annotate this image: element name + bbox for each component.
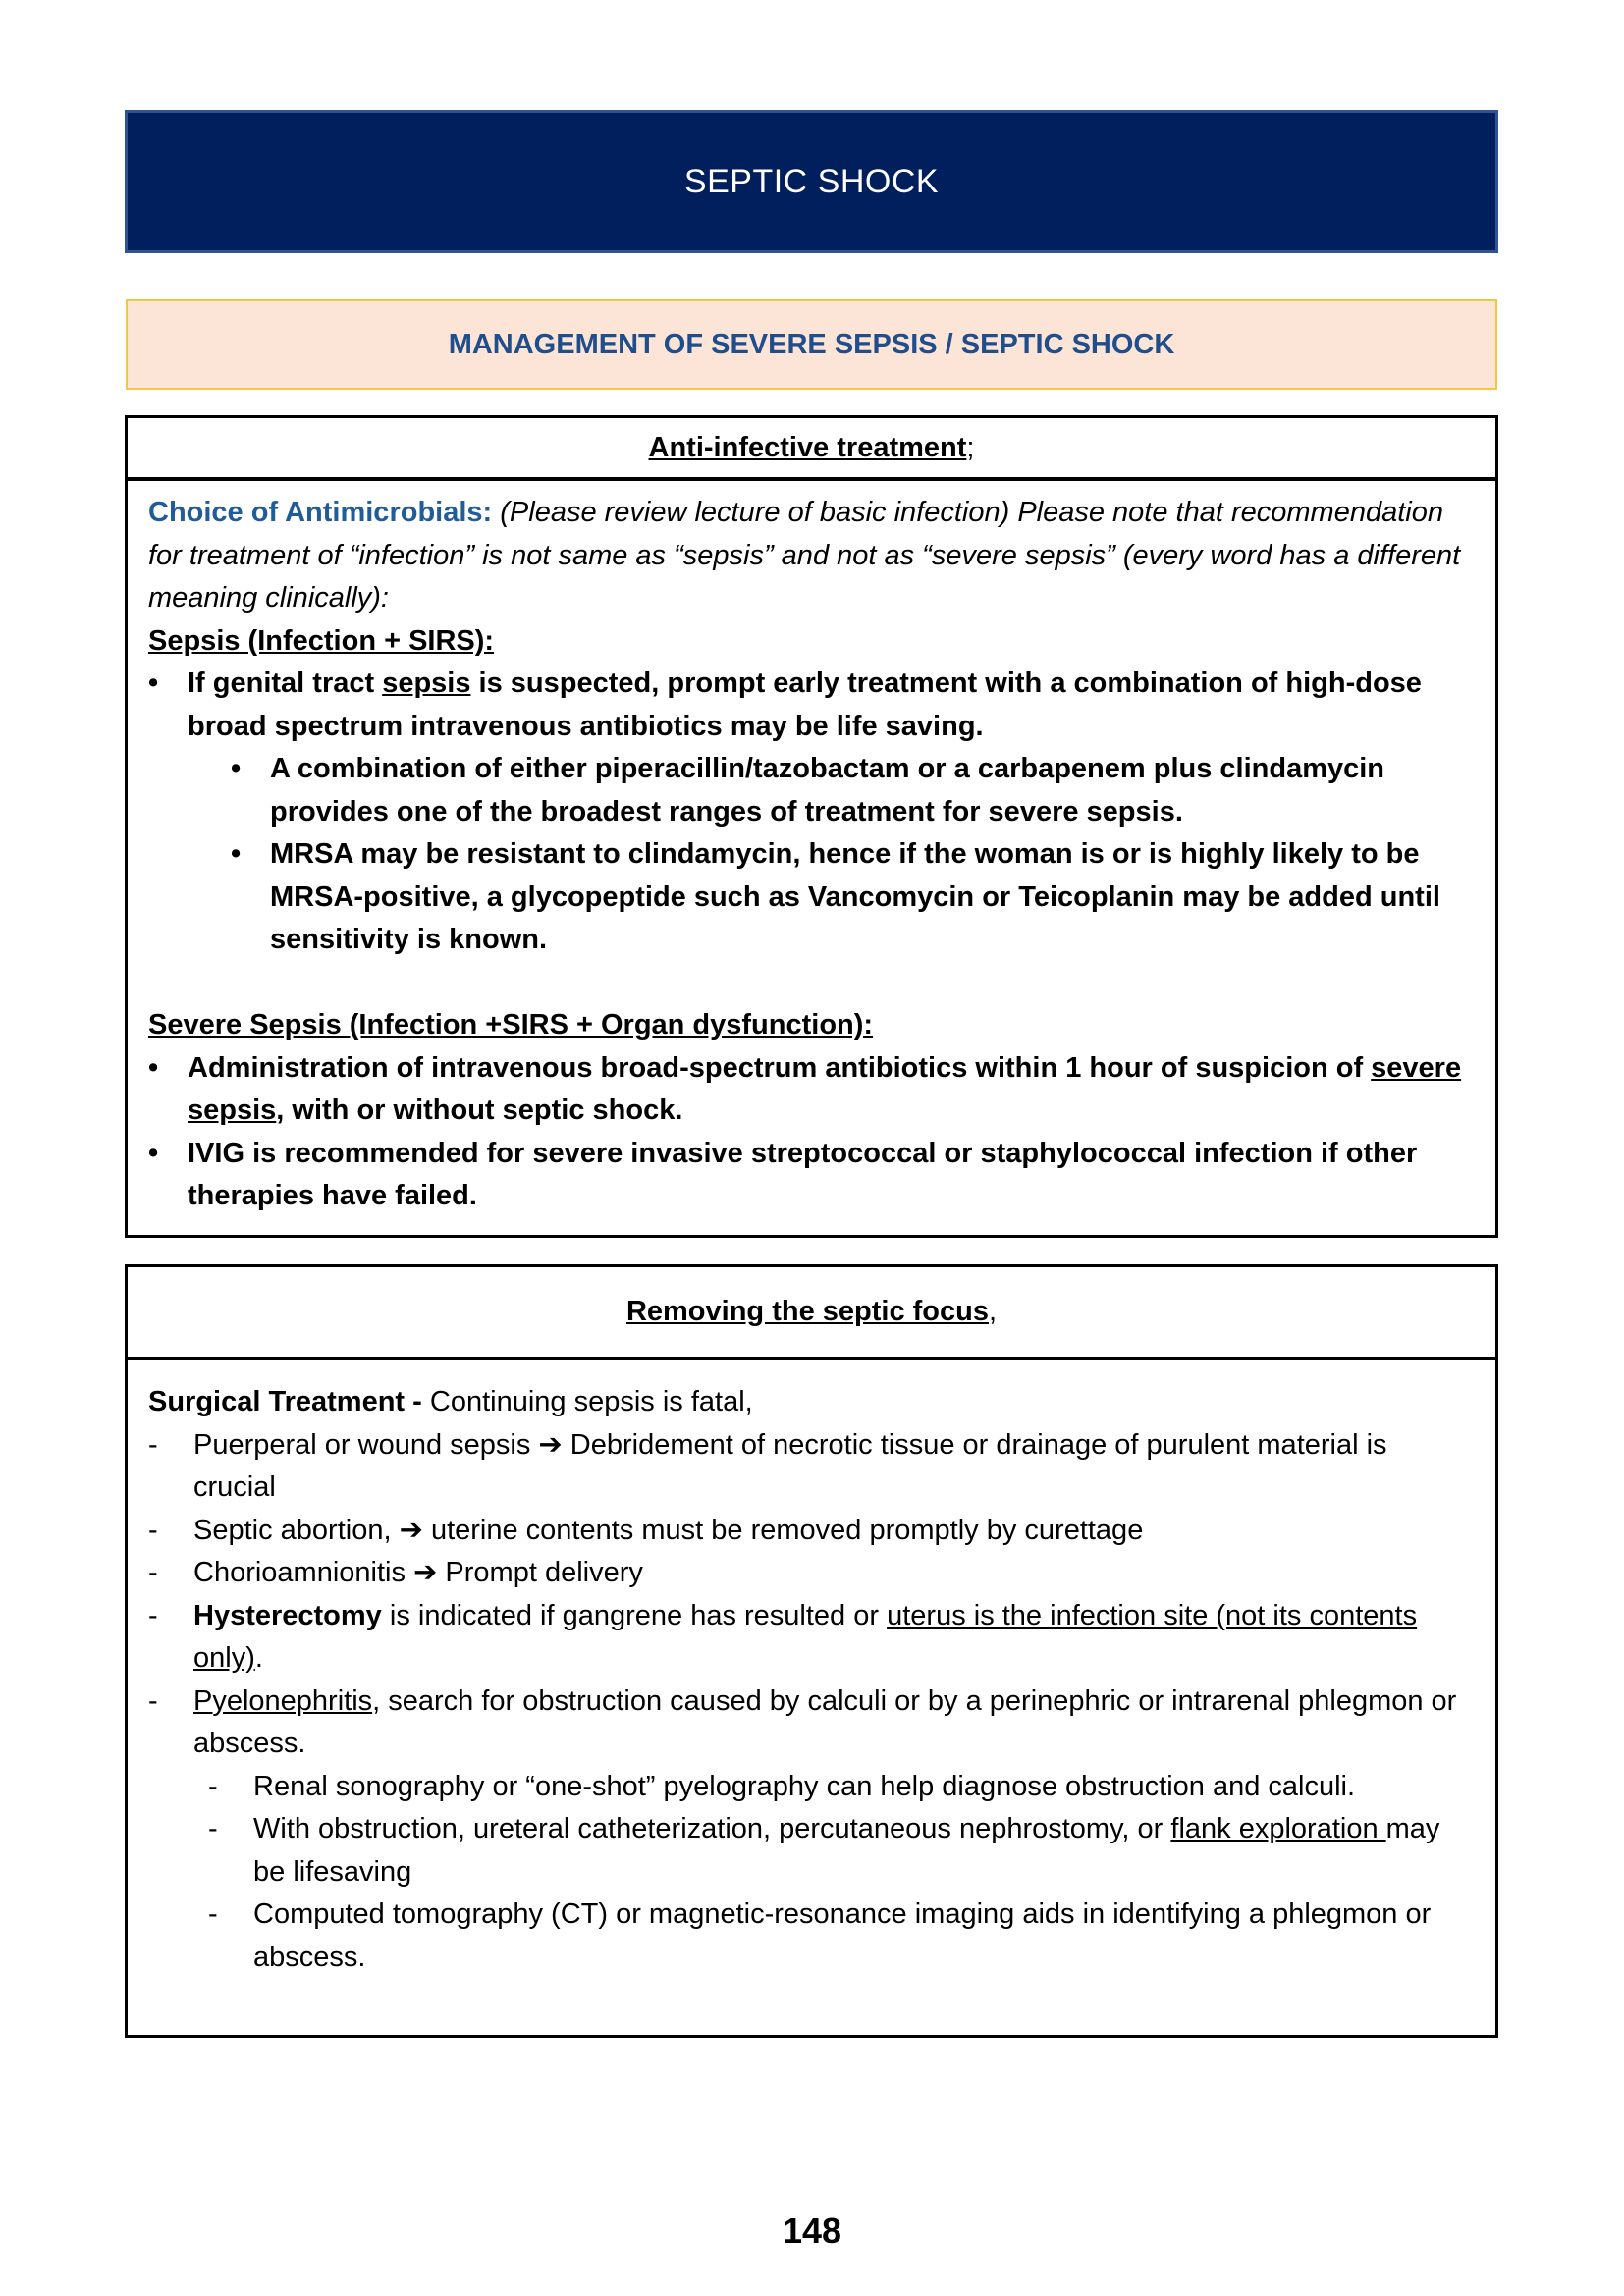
list-item (148, 663, 1474, 748)
box-body (128, 481, 1495, 1218)
dash-bullet-icon: - (148, 1428, 158, 1461)
box-heading (128, 1267, 1495, 1360)
sub-list-item (148, 1894, 1474, 1979)
list-item (148, 1681, 1474, 1766)
dash-bullet-icon: - (148, 1557, 158, 1588)
list-item-text: IVIG is recommended for severe invasive streptococcal or staphylococcal infection if other therapies have failed. (188, 1137, 1418, 1211)
bullet-icon: • (231, 838, 242, 870)
severe-sepsis-heading: Severe Sepsis (Infection +SIRS + Organ dysfunction): (148, 1009, 874, 1041)
text-segment: Prompt delivery (437, 1557, 643, 1588)
heading-punctuation: , (988, 1296, 998, 1327)
text-segment: . (254, 1642, 263, 1674)
text-segment: is indicated if gangrene has resulted or (381, 1599, 888, 1631)
box-body (128, 1360, 1495, 1979)
antimicrobials-intro (148, 492, 1474, 620)
section-banner (126, 299, 1497, 390)
underlined-term: sepsis (382, 667, 471, 699)
text-segment: , with or without septic shock. (276, 1095, 683, 1126)
dash-bullet-icon: - (208, 1770, 218, 1802)
list-item (148, 1595, 1474, 1681)
list-item-text (193, 1510, 1143, 1553)
list-item-text (193, 1552, 643, 1595)
section-title: MANAGEMENT OF SEVERE SEPSIS / SEPTIC SHOCK (448, 328, 1175, 360)
page-number: 148 (782, 2211, 842, 2251)
list-item-text (193, 1595, 1474, 1681)
sub-list-item (148, 1808, 1474, 1894)
list-item-text (188, 1047, 1474, 1133)
underlined-term: uterus is the infection site (not its contents only) (193, 1599, 1418, 1674)
list-item (148, 1552, 1474, 1595)
list-item-text (188, 663, 1474, 748)
list-item-text (193, 1424, 1474, 1510)
page-title: SEPTIC SHOCK (683, 162, 940, 200)
page-header-banner (125, 110, 1498, 253)
arrow-right-icon: ➔ (538, 1428, 563, 1461)
text-segment: uterine contents must be removed promptly by curettage (422, 1514, 1144, 1546)
choice-of-antimicrobials-label: Choice of Antimicrobials: (148, 497, 493, 528)
arrow-right-icon: ➔ (399, 1514, 423, 1546)
anti-infective-treatment-box (125, 415, 1498, 1238)
text-segment: is suspected, prompt early treatment with a combination of high-dose broad spectrum intravenous antibiotics may be life saving. (188, 667, 1422, 742)
bold-term: Hysterectomy (193, 1599, 382, 1631)
list-item (148, 1133, 1474, 1218)
text-segment: Administration of intravenous broad-spectrum antibiotics within 1 hour of suspicion of (188, 1051, 1372, 1084)
text-segment: Continuing sepsis is fatal, (421, 1386, 753, 1417)
dash-bullet-icon: - (148, 1599, 158, 1631)
dash-bullet-icon: - (148, 1684, 158, 1717)
list-item-text: Computed tomography (CT) or magnetic-resonance imaging aids in identifying a phlegmon or abscess. (253, 1898, 1432, 1973)
bullet-icon: • (148, 1051, 159, 1084)
list-item-text (253, 1808, 1474, 1894)
underlined-term: Pyelonephritis (193, 1684, 373, 1717)
sub-list-item (148, 748, 1474, 833)
dash-bullet-icon: - (208, 1813, 218, 1844)
text-segment: Puerperal or wound sepsis (193, 1428, 539, 1461)
list-item-text: Renal sonography or “one-shot” pyelography can help diagnose obstruction and calculi. (253, 1770, 1356, 1802)
text-segment: Septic abortion, (193, 1514, 400, 1546)
list-item-text (193, 1681, 1474, 1766)
box-heading (128, 418, 1495, 481)
list-item-text: MRSA may be resistant to clindamycin, hence if the woman is or is highly likely to be MRSA-positive, a glycopeptide such as Vancomycin or Teicoplanin may be added until sensitivity is known. (270, 838, 1440, 955)
removing-septic-focus-heading: Removing the septic focus (625, 1296, 989, 1327)
text-segment: With obstruction, ureteral catheterization, percutaneous nephrostomy, or (253, 1813, 1171, 1844)
text-segment: Debridement of necrotic tissue or drainage of purulent material is crucial (193, 1428, 1387, 1503)
list-item (148, 1510, 1474, 1553)
sub-list-item (148, 1766, 1474, 1809)
removing-septic-focus-box (125, 1264, 1498, 2038)
arrow-right-icon: ➔ (413, 1557, 438, 1588)
list-item (148, 1424, 1474, 1510)
bullet-icon: • (231, 753, 242, 784)
dash-bullet-icon: - (208, 1898, 218, 1930)
underlined-term: flank exploration (1170, 1813, 1386, 1844)
sub-list-item (148, 833, 1474, 962)
anti-infective-heading: Anti-infective treatment (648, 431, 967, 463)
text-segment: , search for obstruction caused by calculi or by a perinephric or intrarenal phlegmon or abscess. (193, 1684, 1457, 1759)
surgical-treatment-label: Surgical Treatment - (148, 1386, 422, 1417)
list-item (148, 1047, 1474, 1133)
antimicrobials-note: (Please review lecture of basic infection) Please note that recommendation for treatment of “infection” is not same as “sepsis” and not as “severe sepsis” (every word has a different meaning clinically): (148, 497, 1461, 614)
text-segment: may be lifesaving (253, 1813, 1440, 1888)
list-item-text: A combination of either piperacillin/tazobactam or a carbapenem plus clindamycin provides one of the broadest ranges of treatment for severe sepsis. (270, 753, 1385, 828)
text-segment: Chorioamnionitis (193, 1557, 414, 1588)
bullet-icon: • (148, 667, 159, 699)
spacer (148, 962, 1474, 1005)
text-segment: If genital tract (188, 667, 383, 699)
dash-bullet-icon: - (148, 1514, 158, 1546)
underlined-term: severe sepsis (188, 1051, 1462, 1126)
bullet-icon: • (148, 1137, 159, 1169)
heading-punctuation: ; (966, 431, 975, 463)
surgical-treatment-intro (148, 1381, 1474, 1424)
sepsis-heading: Sepsis (Infection + SIRS): (148, 624, 495, 657)
